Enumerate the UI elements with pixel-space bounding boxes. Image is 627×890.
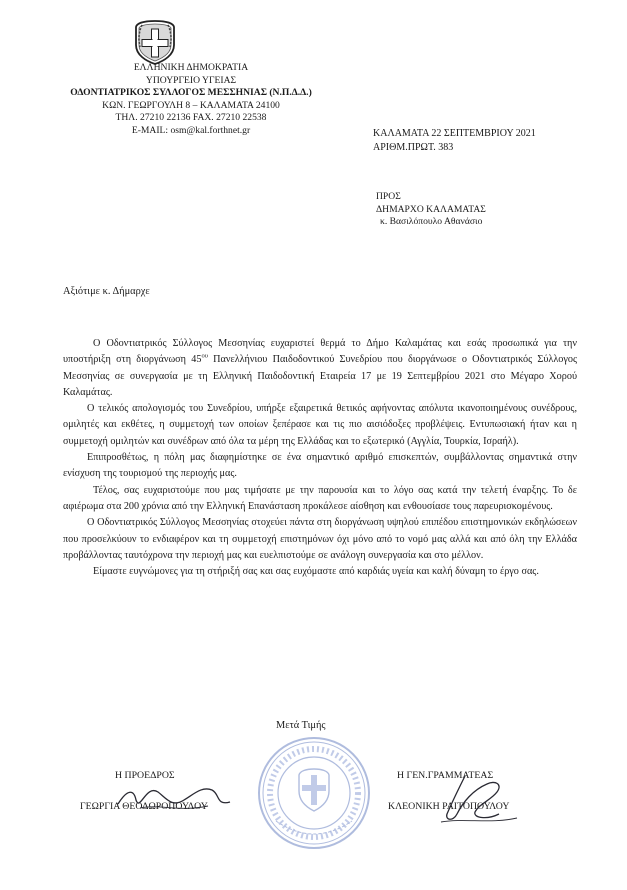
secretary-title: Η ΓΕΝ.ΓΡΑΜΜΑΤΕΑΣ — [397, 770, 494, 781]
closing: Μετά Τιμής — [276, 720, 326, 731]
recipient-title: ΔΗΜΑΡΧΟ ΚΑΛΑΜΑΤΑΣ — [376, 203, 486, 215]
letterhead — [60, 62, 322, 138]
ordinal-suffix: ου — [201, 352, 208, 360]
paragraph-6: Είμαστε ευγνώμονες για τη στήριξή σας και σας ευχόμαστε από καρδιάς υγεία και καλή δύναμη το έργο σας. — [93, 566, 539, 578]
secretary-name: ΚΛΕΟΝΙΚΗ ΡΑΙΤΟΠΟΥΛΟΥ — [388, 801, 510, 812]
country-name: ΕΛΛΗΝΙΚΗ ΔΗΜΟΚΡΑΤΙΑ — [133, 62, 249, 73]
official-stamp — [256, 735, 372, 851]
secretary-signature — [395, 770, 545, 828]
president-name: ΓΕΩΡΓΙΑ ΘΕΟΔΩΡΟΠΟΥΛΟΥ — [80, 801, 208, 812]
paragraph-4: Τέλος, σας ευχαριστούμε που μας τιμήσατε με την παρουσία και το λόγο σας κατά την τελετή έναρξης. Το δε αφιέρωμα στα 200 χρόνια από την Ελληνική Επανάσταση προκάλεσε αίσθηση και ενθουσίασε τους παρευρισκομένους. — [63, 484, 577, 512]
paragraph-1-text-a: Ο Οδοντιατρικός Σύλλογος Μεσσηνίας ευχαριστεί θερμά το Δήμο Καλαμάτας και εσάς προσωπικά για την υποστήριξη στη διοργάνωση 45 — [63, 338, 577, 366]
protocol-number: ΑΡΙΘΜ.ΠΡΩΤ. 383 — [373, 141, 454, 153]
emblem-icon — [132, 19, 178, 65]
paragraph-5: Ο Οδοντιατρικός Σύλλογος Μεσσηνίας στοχεύει πάντα στη διοργάνωση υψηλού επιπέδου επιστημονικών εκδηλώσεων που προσελκύουν το ενδιαφέρον και τη συμμετοχή επιστημόνων όχι μόνο από το νομό μας αλλά και από όλη την Ελλάδα προβάλλοντας ταυτόχρονα την περιοχή μας και ευελπιστούμε σε ανάλογη συνεργασία και στο μέλλον. — [63, 517, 577, 561]
letter-body — [63, 336, 577, 580]
email: E-MAIL: osm@kal.forthnet.gr — [131, 124, 251, 136]
paragraph-1 — [63, 336, 577, 401]
paragraph-1-text-b: Πανελλήνιου Παιδοδοντικού Συνεδρίου που διοργάνωσε ο Οδοντιατρικός Σύλλογος Μεσσηνίας σε συνεργασία με τη Ελληνική Παιδοδοντική Εταιρεία 17 με 19 Σεπτεμβρίου 2021 στο Μέγαρο Χορού Καλαμάτας. — [63, 354, 577, 398]
greeting: Αξιότιμε κ. Δήμαρχε — [63, 286, 150, 297]
letter-date: ΚΑΛΑΜΑΤΑ 22 ΣΕΠΤΕΜΒΡΙΟΥ 2021 — [373, 128, 536, 139]
president-signature — [100, 778, 250, 818]
address: ΚΩΝ. ΓΕΩΡΓΟΥΛΗ 8 – ΚΑΛΑΜΑΤΑ 24100 — [102, 99, 280, 111]
recipient-name: κ. Βασιλόπουλο Αθανάσιο — [380, 216, 483, 228]
recipient-to: ΠΡΟΣ — [376, 191, 401, 202]
paragraph-3: Επιπροσθέτως, η πόλη μας διαφημίστηκε σε ένα σημαντικό αριθμό επισκεπτών, συμβάλλοντας σημαντικά στην ενίσχυση της τουρισμού της περιοχής μας. — [63, 452, 577, 480]
president-title: Η ΠΡΟΕΔΡΟΣ — [115, 770, 175, 781]
association-name: ΟΔΟΝΤΙΑΤΡΙΚΟΣ ΣΥΛΛΟΓΟΣ ΜΕΣΣΗΝΙΑΣ (Ν.Π.Δ.Δ.) — [70, 87, 312, 99]
ministry-name: ΥΠΟΥΡΓΕΙΟ ΥΓΕΙΑΣ — [145, 74, 237, 86]
recipient-block — [376, 191, 486, 229]
paragraph-2: Ο τελικός απολογισμός του Συνεδρίου, υπήρξε εξαιρετικά θετικός αφήνοντας απόλυτα ικανοποιημένους συνέδρους, ομιλητές και εκθέτες, η συμμετοχή των οποίων ξεπέρασε και τις πιο αισιόδοξες προβλέψεις. Εντυπωσιακή ήταν και η συμμετοχή ομιλητών και συνέδρων από όλα τα μέρη της Ελλάδας και το εξωτερικό (Αγγλία, Τουρκία, Ισραήλ). — [63, 403, 577, 447]
phone-fax: ΤΗΛ. 27210 22136 FAX. 27210 22538 — [115, 112, 267, 124]
letter-meta — [373, 127, 536, 154]
